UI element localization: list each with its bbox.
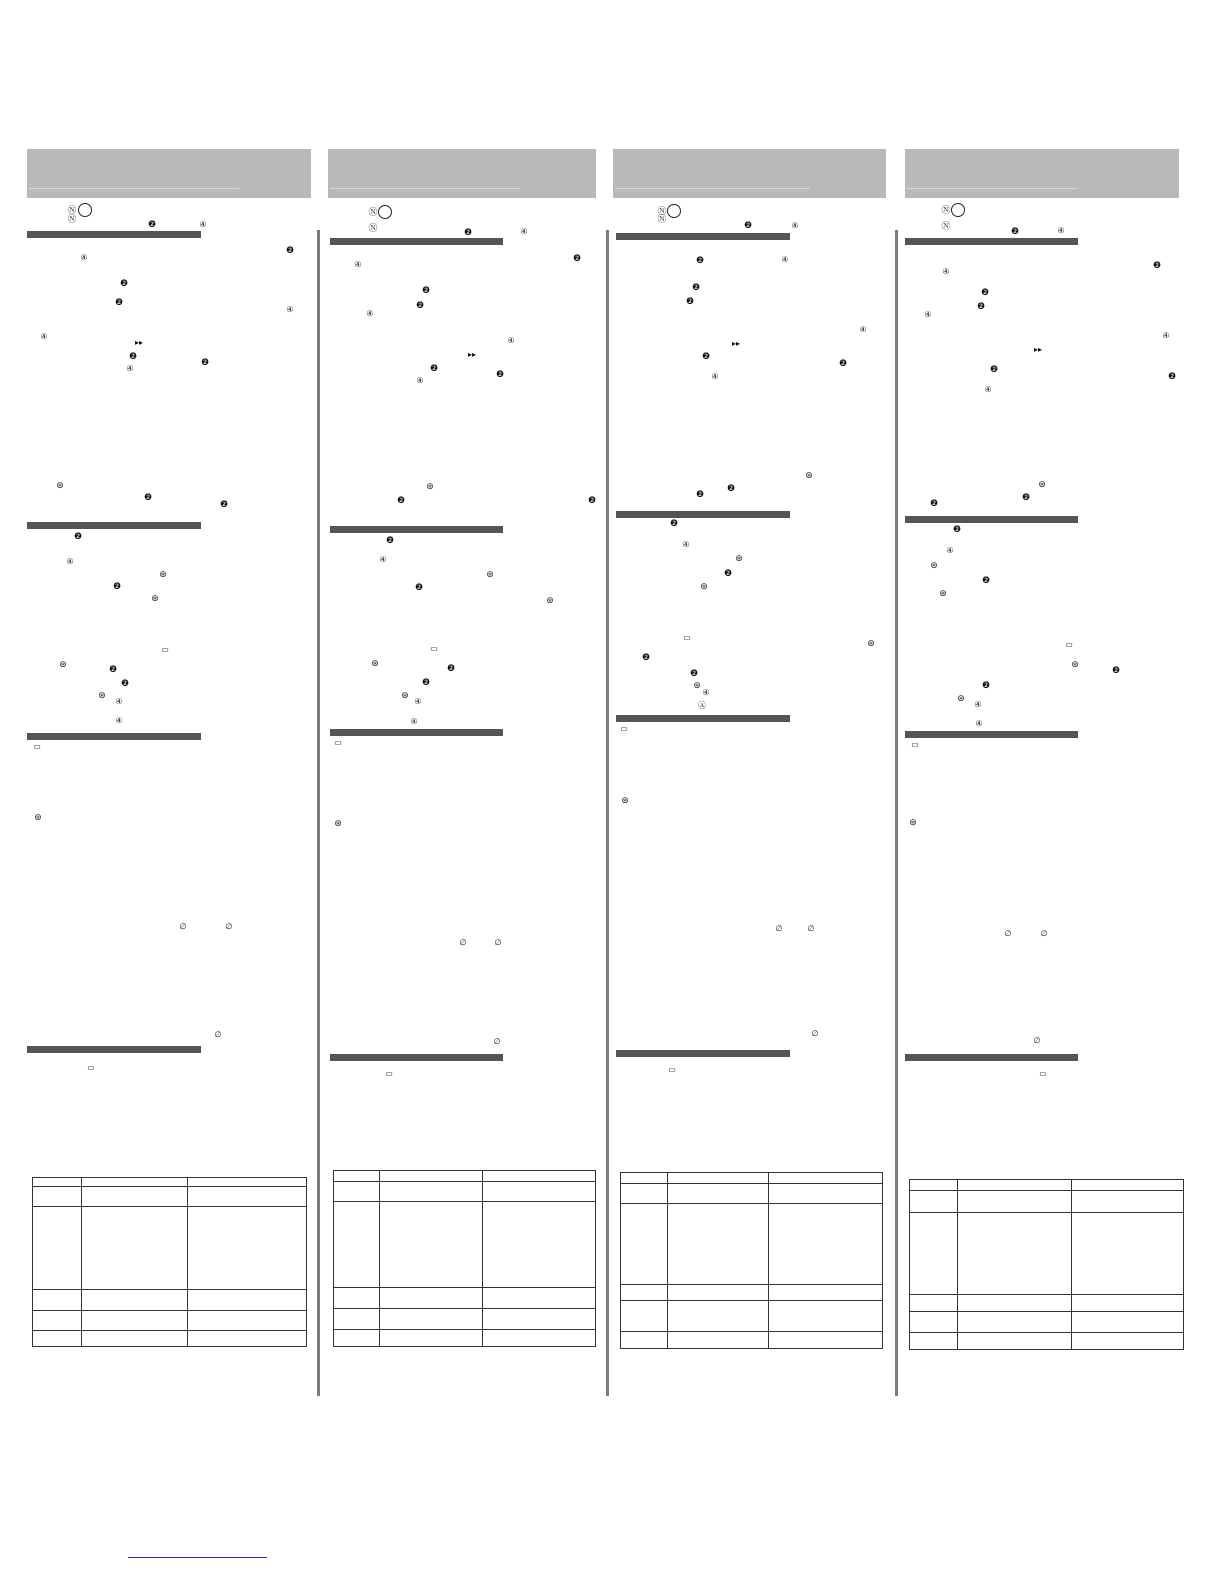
power-switch-icon: Ⓝ: [67, 214, 77, 224]
target-icon: ⊛: [401, 690, 409, 700]
fast-forward-icon: ▸▸: [467, 350, 477, 359]
step-marker-icon: ❷: [723, 568, 733, 578]
step-marker-icon: ❷: [989, 364, 999, 374]
target-icon: ⊛: [59, 659, 67, 669]
empty-set-icon: ∅: [179, 922, 187, 931]
step-marker-icon: ❷: [112, 581, 122, 591]
column-banner: [27, 149, 311, 198]
step-marker-icon: ❷: [414, 582, 424, 592]
circled-number-icon: ④: [507, 336, 515, 345]
step-marker-icon: ❷: [396, 495, 406, 505]
circled-number-icon: ④: [366, 309, 374, 318]
target-icon: ⊛: [867, 638, 875, 648]
battery-icon: ▭: [334, 738, 342, 747]
step-marker-icon: ❷: [429, 363, 439, 373]
circled-number-icon: ④: [859, 325, 867, 334]
circled-a-icon: Ⓐ: [698, 701, 706, 710]
step-marker-icon: ❷: [463, 227, 473, 237]
spec-table: [32, 1177, 307, 1347]
column-divider: [895, 230, 898, 1396]
spec-table: [333, 1170, 596, 1347]
empty-set-icon: ∅: [494, 938, 502, 947]
power-switch-icon: Ⓝ: [368, 207, 378, 217]
step-marker-icon: ❷: [385, 535, 395, 545]
step-marker-icon: ❷: [421, 285, 431, 295]
ring-icon: [378, 205, 392, 219]
column-4: [905, 0, 1185, 1584]
circled-number-icon: ④: [702, 688, 710, 697]
step-marker-icon: ❷: [743, 220, 753, 230]
banner-rule: [29, 188, 239, 189]
circled-number-icon: ④: [115, 716, 123, 725]
battery-icon: ▭: [1039, 1069, 1047, 1078]
step-marker-icon: ❷: [838, 358, 848, 368]
target-icon: ⊛: [735, 553, 743, 563]
empty-set-icon: ∅: [811, 1029, 819, 1038]
empty-set-icon: ∅: [1040, 929, 1048, 938]
step-marker-icon: ❷: [572, 253, 582, 263]
step-marker-icon: ❷: [147, 219, 157, 229]
step-marker-icon: ❷: [143, 492, 153, 502]
section-bar: [905, 1054, 1078, 1061]
empty-set-icon: ∅: [459, 938, 467, 947]
step-marker-icon: ❷: [285, 245, 295, 255]
step-marker-icon: ❷: [691, 282, 701, 292]
section-bar: [330, 1054, 503, 1061]
power-switch-icon: Ⓝ: [657, 206, 667, 216]
section-bar: [27, 231, 201, 238]
target-icon: ⊛: [930, 560, 938, 570]
step-marker-icon: ❷: [981, 680, 991, 690]
circled-number-icon: ④: [80, 253, 88, 262]
section-bar: [330, 729, 503, 736]
target-icon: ⊛: [371, 658, 379, 668]
section-bar: [905, 731, 1078, 738]
step-marker-icon: ❷: [695, 489, 705, 499]
target-icon: ⊛: [957, 693, 965, 703]
step-marker-icon: ❷: [120, 678, 130, 688]
section-bar: [905, 516, 1078, 523]
power-switch-icon: Ⓝ: [941, 221, 951, 231]
column-banner: [905, 149, 1179, 198]
battery-icon: ▭: [911, 740, 919, 749]
spec-table: [620, 1172, 883, 1349]
power-switch-icon: Ⓝ: [368, 223, 378, 233]
empty-set-icon: ∅: [1004, 929, 1012, 938]
step-marker-icon: ❷: [200, 357, 210, 367]
column-divider: [317, 230, 320, 1396]
step-marker-icon: ❷: [929, 498, 939, 508]
section-bar: [27, 522, 201, 529]
column-banner: [613, 149, 886, 198]
fast-forward-icon: ▸▸: [731, 339, 741, 348]
banner-rule: [907, 188, 1077, 189]
column-1: [27, 0, 317, 1584]
target-icon: ⊛: [546, 595, 554, 605]
circled-number-icon: ④: [1162, 331, 1170, 340]
target-icon: ⊛: [909, 817, 917, 827]
circled-number-icon: ④: [115, 697, 123, 706]
circled-number-icon: ④: [975, 719, 983, 728]
section-bar: [330, 526, 503, 533]
target-icon: ⊛: [486, 569, 494, 579]
power-switch-icon: Ⓝ: [657, 214, 667, 224]
step-marker-icon: ❷: [980, 287, 990, 297]
power-switch-icon: Ⓝ: [67, 205, 77, 215]
section-bar: [27, 733, 201, 740]
target-icon: ⊛: [1071, 659, 1079, 669]
circled-number-icon: ④: [520, 227, 528, 236]
column-2: [328, 0, 603, 1584]
step-marker-icon: ❷: [685, 296, 695, 306]
ring-icon: [951, 203, 965, 217]
step-marker-icon: ❷: [587, 495, 597, 505]
circled-number-icon: ④: [126, 364, 134, 373]
step-marker-icon: ❷: [446, 663, 456, 673]
step-marker-icon: ❷: [73, 531, 83, 541]
step-marker-icon: ❷: [415, 300, 425, 310]
circled-number-icon: ④: [286, 305, 294, 314]
step-marker-icon: ❷: [128, 351, 138, 361]
target-icon: ⊛: [151, 593, 159, 603]
circled-number-icon: ④: [942, 267, 950, 276]
target-icon: ⊛: [334, 818, 342, 828]
step-marker-icon: ❷: [641, 652, 651, 662]
battery-icon: ▭: [385, 1069, 393, 1078]
step-marker-icon: ❷: [1111, 665, 1121, 675]
step-marker-icon: ❷: [726, 483, 736, 493]
target-icon: ⊛: [805, 470, 813, 480]
step-marker-icon: ❷: [1167, 371, 1177, 381]
step-marker-icon: ❷: [669, 518, 679, 528]
step-marker-icon: ❷: [981, 575, 991, 585]
empty-set-icon: ∅: [493, 1037, 501, 1046]
column-banner: [328, 149, 596, 198]
circled-number-icon: ④: [416, 376, 424, 385]
step-marker-icon: ❷: [1021, 492, 1031, 502]
step-marker-icon: ❷: [952, 524, 962, 534]
target-icon: ⊛: [159, 569, 167, 579]
step-marker-icon: ❷: [421, 677, 431, 687]
fast-forward-icon: ▸▸: [1033, 345, 1043, 354]
circled-number-icon: ④: [379, 555, 387, 564]
target-icon: ⊛: [693, 680, 701, 690]
step-marker-icon: ❷: [976, 301, 986, 311]
target-icon: ⊛: [56, 480, 64, 490]
step-marker-icon: ❷: [114, 297, 124, 307]
target-icon: ⊛: [621, 795, 629, 805]
circled-number-icon: ④: [354, 260, 362, 269]
circled-number-icon: ④: [791, 221, 799, 230]
circled-number-icon: ④: [711, 372, 719, 381]
step-marker-icon: ❷: [108, 664, 118, 674]
section-bar: [330, 238, 503, 245]
battery-icon: ▭: [620, 724, 628, 733]
empty-set-icon: ∅: [225, 922, 233, 931]
target-icon: ⊛: [426, 481, 434, 491]
section-bar: [27, 1046, 201, 1053]
target-icon: ⊛: [98, 690, 106, 700]
target-icon: ⊛: [1038, 479, 1046, 489]
battery-icon: ▭: [1065, 640, 1073, 649]
column-divider: [606, 230, 609, 1396]
target-icon: ⊛: [700, 581, 708, 591]
step-marker-icon: ❷: [689, 668, 699, 678]
column-3: [613, 0, 893, 1584]
step-marker-icon: ❷: [1152, 260, 1162, 270]
fast-forward-icon: ▸▸: [134, 338, 144, 347]
circled-number-icon: ④: [1057, 226, 1065, 235]
ring-icon: [78, 203, 92, 217]
step-marker-icon: ❷: [219, 499, 229, 509]
step-marker-icon: ❷: [701, 351, 711, 361]
circled-number-icon: ④: [946, 546, 954, 555]
circled-number-icon: ④: [781, 255, 789, 264]
circled-number-icon: ④: [682, 540, 690, 549]
empty-set-icon: ∅: [214, 1030, 222, 1039]
section-bar: [616, 233, 790, 240]
spec-table: [909, 1179, 1184, 1350]
circled-number-icon: ④: [924, 310, 932, 319]
target-icon: ⊛: [34, 812, 42, 822]
section-bar: [616, 1050, 790, 1057]
battery-icon: ▭: [33, 742, 41, 751]
circled-number-icon: ④: [984, 385, 992, 394]
empty-set-icon: ∅: [807, 924, 815, 933]
section-bar: [616, 715, 790, 722]
battery-icon: ▭: [87, 1063, 95, 1072]
target-icon: ⊛: [939, 588, 947, 598]
battery-icon: ▭: [668, 1065, 676, 1074]
step-marker-icon: ❷: [695, 255, 705, 265]
step-marker-icon: ❷: [495, 369, 505, 379]
battery-icon: ▭: [430, 644, 438, 653]
circled-number-icon: ④: [199, 220, 207, 229]
circled-number-icon: ④: [414, 697, 422, 706]
banner-rule: [330, 188, 520, 189]
power-switch-icon: Ⓝ: [941, 205, 951, 215]
circled-number-icon: ④: [410, 717, 418, 726]
empty-set-icon: ∅: [1033, 1036, 1041, 1045]
step-marker-icon: ❷: [119, 278, 129, 288]
empty-set-icon: ∅: [775, 924, 783, 933]
banner-rule: [615, 188, 810, 189]
section-bar: [616, 511, 790, 518]
circled-number-icon: ④: [974, 700, 982, 709]
battery-icon: ▭: [161, 645, 169, 654]
footer-link-underline[interactable]: [128, 1557, 267, 1558]
step-marker-icon: ❷: [1010, 226, 1020, 236]
circled-number-icon: ④: [40, 332, 48, 341]
section-bar: [905, 238, 1078, 245]
circled-number-icon: ④: [66, 557, 74, 566]
battery-icon: ▭: [683, 633, 691, 642]
ring-icon: [667, 204, 681, 218]
